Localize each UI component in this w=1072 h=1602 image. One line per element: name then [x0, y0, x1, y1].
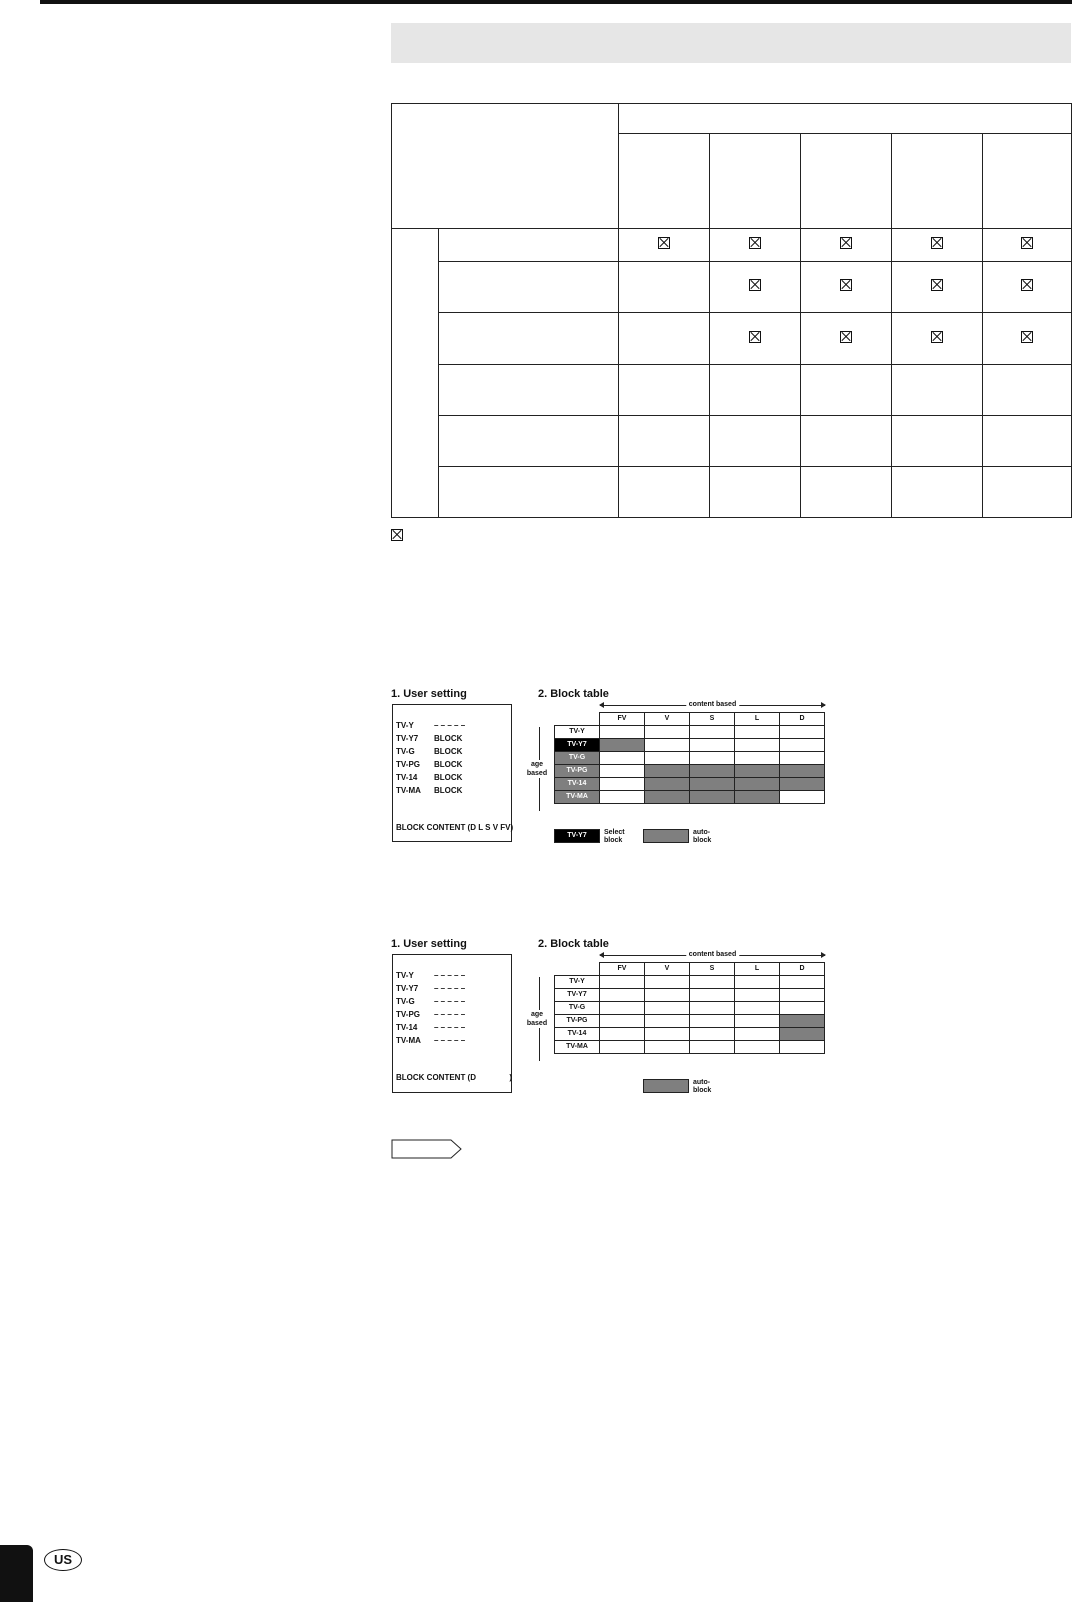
unblocked-cell	[735, 1015, 780, 1028]
column-header-3	[801, 134, 892, 229]
rating-label: TV-MA	[396, 786, 421, 795]
blocked-cell	[690, 778, 735, 791]
rating-cell	[619, 313, 710, 364]
rating-label: TV-Y	[396, 971, 414, 980]
rating-setting: – – – – –	[434, 971, 466, 980]
blocked-cell	[690, 765, 735, 778]
blocked-cell	[645, 765, 690, 778]
rating-cell	[983, 229, 1072, 262]
unblocked-cell	[780, 1002, 825, 1015]
title-band	[391, 23, 1071, 63]
user-setting-heading: 1. User setting	[391, 688, 467, 700]
table-row	[392, 364, 1072, 415]
rating-table	[391, 103, 1072, 518]
blocked-cell	[780, 1028, 825, 1041]
user-setting-row	[396, 721, 465, 730]
age-rating-header: TV-14	[555, 1028, 600, 1041]
unblocked-cell	[600, 1028, 645, 1041]
checked-box-icon	[749, 331, 761, 343]
age-rating-header: TV-Y7	[555, 989, 600, 1002]
unblocked-cell	[690, 1002, 735, 1015]
column-header-2	[710, 134, 801, 229]
rating-setting: – – – – –	[434, 1023, 466, 1032]
age-rating-header: TV-MA	[555, 791, 600, 804]
table-row	[392, 415, 1072, 466]
checked-box-icon	[658, 237, 670, 249]
legend-select-swatch: TV-Y7	[554, 829, 600, 843]
rating-cell	[892, 466, 983, 517]
user-setting-row	[396, 773, 462, 782]
rating-label: TV-G	[396, 747, 415, 756]
rating-cell	[710, 262, 801, 313]
rating-cell	[892, 415, 983, 466]
unblocked-cell	[735, 989, 780, 1002]
rating-setting: BLOCK	[434, 734, 463, 743]
blocked-cell	[690, 791, 735, 804]
rating-cell	[892, 229, 983, 262]
arrow-left-icon	[599, 952, 604, 958]
table-row	[392, 262, 1072, 313]
user-setting-row	[396, 997, 465, 1006]
unblocked-cell	[645, 1002, 690, 1015]
age-rating-header: TV-MA	[555, 1041, 600, 1054]
age-rating-header: TV-Y	[555, 726, 600, 739]
checked-box-icon	[840, 279, 852, 291]
unblocked-cell	[690, 1028, 735, 1041]
user-setting-row	[396, 1010, 465, 1019]
checked-box-icon	[391, 529, 403, 541]
content-column-header: V	[645, 713, 690, 726]
unblocked-cell	[600, 1015, 645, 1028]
region-logo: US	[44, 1549, 82, 1571]
arrow-right-icon	[821, 952, 826, 958]
user-setting-row	[396, 734, 462, 743]
checked-box-icon	[1021, 331, 1033, 343]
content-based-axis	[600, 950, 825, 960]
content-column-header: S	[690, 713, 735, 726]
blocked-cell	[645, 791, 690, 804]
age-rating-header: TV-PG	[555, 1015, 600, 1028]
rating-setting: BLOCK	[434, 786, 463, 795]
rating-cell	[801, 262, 892, 313]
content-column-header: D	[780, 713, 825, 726]
rating-cell	[619, 262, 710, 313]
checked-box-icon	[749, 279, 761, 291]
legend-auto-swatch	[643, 1079, 689, 1093]
unblocked-cell	[690, 1041, 735, 1054]
block-table-heading: 2. Block table	[538, 938, 609, 950]
block-table-corner	[555, 963, 600, 976]
block-table-row	[555, 1028, 825, 1041]
content-column-header: S	[690, 963, 735, 976]
content-based-label: content based	[686, 700, 739, 710]
rating-cell	[983, 313, 1072, 364]
checked-box-icon	[840, 331, 852, 343]
rating-cell	[801, 364, 892, 415]
rating-cell	[619, 466, 710, 517]
row-header	[439, 313, 619, 364]
unblocked-cell	[690, 726, 735, 739]
unblocked-cell	[600, 765, 645, 778]
blocked-cell	[645, 778, 690, 791]
user-setting-screen	[392, 954, 512, 1093]
user-setting-heading: 1. User setting	[391, 938, 467, 950]
row-header	[439, 466, 619, 517]
block-table-row	[555, 1041, 825, 1054]
table-column-group-header	[619, 104, 1072, 134]
content-column-header: D	[780, 963, 825, 976]
rating-cell	[892, 313, 983, 364]
unblocked-cell	[780, 726, 825, 739]
block-table-corner	[555, 713, 600, 726]
rating-setting: BLOCK	[434, 747, 463, 756]
age-rating-header: TV-PG	[555, 765, 600, 778]
checked-box-icon	[931, 237, 943, 249]
rating-label: TV-MA	[396, 1036, 421, 1045]
block-table-row	[555, 739, 825, 752]
block-table-row	[555, 976, 825, 989]
rating-setting: BLOCK	[434, 760, 463, 769]
rating-label: TV-14	[396, 1023, 418, 1032]
checked-box-icon	[1021, 237, 1033, 249]
unblocked-cell	[600, 1041, 645, 1054]
rating-cell	[801, 466, 892, 517]
block-table	[554, 712, 825, 804]
rating-label: TV-Y7	[396, 734, 419, 743]
unblocked-cell	[780, 752, 825, 765]
block-table-row	[555, 752, 825, 765]
unblocked-cell	[690, 989, 735, 1002]
age-based-label: age based	[522, 1010, 552, 1028]
unblocked-cell	[780, 1041, 825, 1054]
column-header-5	[983, 134, 1072, 229]
unblocked-cell	[735, 752, 780, 765]
block-table-row	[555, 791, 825, 804]
user-setting-row	[396, 786, 462, 795]
rating-cell	[983, 466, 1072, 517]
user-setting-row	[396, 760, 462, 769]
blocked-cell	[735, 791, 780, 804]
rating-cell	[619, 364, 710, 415]
unblocked-cell	[735, 1002, 780, 1015]
rating-cell	[710, 229, 801, 262]
legend-auto-text: auto- block	[693, 1079, 712, 1094]
age-rating-header: TV-14	[555, 778, 600, 791]
row-header	[439, 415, 619, 466]
block-table-row	[555, 778, 825, 791]
rating-setting: – – – – –	[434, 984, 466, 993]
unblocked-cell	[645, 1015, 690, 1028]
unblocked-cell	[600, 976, 645, 989]
rating-label: TV-Y7	[396, 984, 419, 993]
content-column-header: L	[735, 713, 780, 726]
unblocked-cell	[645, 1028, 690, 1041]
rating-cell	[710, 364, 801, 415]
unblocked-cell	[600, 791, 645, 804]
unblocked-cell	[600, 989, 645, 1002]
rating-cell	[710, 415, 801, 466]
arrow-left-icon	[599, 702, 604, 708]
blocked-cell	[780, 765, 825, 778]
rating-cell	[801, 229, 892, 262]
unblocked-cell	[645, 989, 690, 1002]
row-header	[439, 364, 619, 415]
block-example-1	[391, 688, 831, 848]
checked-box-icon	[931, 331, 943, 343]
unblocked-cell	[735, 726, 780, 739]
legend-auto-text: auto- block	[693, 829, 712, 844]
blocked-cell	[735, 765, 780, 778]
unblocked-cell	[735, 976, 780, 989]
block-example-2	[391, 938, 831, 1098]
rating-setting: – – – – –	[434, 1036, 466, 1045]
unblocked-cell	[690, 1015, 735, 1028]
content-based-label: content based	[686, 950, 739, 960]
content-column-header: FV	[600, 963, 645, 976]
unblocked-cell	[645, 739, 690, 752]
checked-box-icon	[749, 237, 761, 249]
unblocked-cell	[780, 791, 825, 804]
rating-label: TV-14	[396, 773, 418, 782]
unblocked-cell	[600, 778, 645, 791]
rating-setting: – – – – –	[434, 997, 466, 1006]
blocked-cell	[735, 778, 780, 791]
table-row	[392, 313, 1072, 364]
rating-cell	[892, 262, 983, 313]
block-table-row	[555, 989, 825, 1002]
rating-cell	[983, 262, 1072, 313]
table-row	[392, 466, 1072, 517]
checked-box-icon	[840, 237, 852, 249]
unblocked-cell	[780, 989, 825, 1002]
unblocked-cell	[645, 976, 690, 989]
arrow-right-icon	[821, 702, 826, 708]
user-setting-row	[396, 971, 465, 980]
rating-cell	[710, 466, 801, 517]
column-header-4	[892, 134, 983, 229]
user-setting-row	[396, 984, 465, 993]
content-based-axis	[600, 700, 825, 710]
block-table-heading: 2. Block table	[538, 688, 609, 700]
unblocked-cell	[645, 1041, 690, 1054]
rating-setting: – – – – –	[434, 721, 466, 730]
age-based-label: age based	[522, 760, 552, 778]
rating-label: TV-PG	[396, 1010, 421, 1019]
checked-box-icon	[931, 279, 943, 291]
age-rating-header: TV-Y	[555, 976, 600, 989]
rating-label: TV-PG	[396, 760, 421, 769]
age-rating-header: TV-G	[555, 752, 600, 765]
content-column-header: V	[645, 963, 690, 976]
age-rating-header: TV-Y7	[555, 739, 600, 752]
user-setting-row	[396, 1036, 465, 1045]
rating-label: TV-Y	[396, 721, 414, 730]
unblocked-cell	[735, 1041, 780, 1054]
table-row	[392, 229, 1072, 262]
content-column-header: L	[735, 963, 780, 976]
rating-cell	[619, 415, 710, 466]
block-table-row	[555, 765, 825, 778]
blocked-cell	[780, 1015, 825, 1028]
rating-setting: – – – – –	[434, 1010, 466, 1019]
block-table	[554, 962, 825, 1054]
content-column-header: FV	[600, 713, 645, 726]
rating-cell	[983, 415, 1072, 466]
unblocked-cell	[690, 976, 735, 989]
blocked-cell	[780, 778, 825, 791]
unblocked-cell	[780, 976, 825, 989]
rating-cell	[619, 229, 710, 262]
unblocked-cell	[690, 739, 735, 752]
block-content-line: BLOCK CONTENT (D )	[396, 1073, 512, 1082]
row-header	[439, 262, 619, 313]
unblocked-cell	[645, 726, 690, 739]
top-rule	[40, 0, 1072, 4]
unblocked-cell	[600, 726, 645, 739]
rating-cell	[983, 364, 1072, 415]
column-header-1	[619, 134, 710, 229]
unblocked-cell	[735, 1028, 780, 1041]
unblocked-cell	[645, 752, 690, 765]
legend-select-text: Select block	[604, 829, 625, 844]
rating-label: TV-G	[396, 997, 415, 1006]
block-content-line: BLOCK CONTENT (D L S V FV)	[396, 823, 514, 832]
user-setting-row	[396, 747, 462, 756]
unblocked-cell	[600, 752, 645, 765]
row-group-header	[392, 229, 439, 518]
checked-box-icon	[1021, 279, 1033, 291]
unblocked-cell	[780, 739, 825, 752]
unblocked-cell	[600, 1002, 645, 1015]
unblocked-cell	[735, 739, 780, 752]
user-setting-row	[396, 1023, 465, 1032]
legend-auto-swatch	[643, 829, 689, 843]
blocked-cell	[600, 739, 645, 752]
block-table-row	[555, 726, 825, 739]
user-setting-screen	[392, 704, 512, 842]
unblocked-cell	[690, 752, 735, 765]
rating-cell	[801, 415, 892, 466]
table-corner-cell	[392, 104, 619, 229]
rating-setting: BLOCK	[434, 773, 463, 782]
row-header	[439, 229, 619, 262]
side-tab	[0, 1545, 33, 1602]
block-table-row	[555, 1015, 825, 1028]
age-rating-header: TV-G	[555, 1002, 600, 1015]
rating-cell	[710, 313, 801, 364]
rating-cell	[801, 313, 892, 364]
note-arrow-icon	[391, 1139, 463, 1159]
rating-cell	[892, 364, 983, 415]
block-table-row	[555, 1002, 825, 1015]
